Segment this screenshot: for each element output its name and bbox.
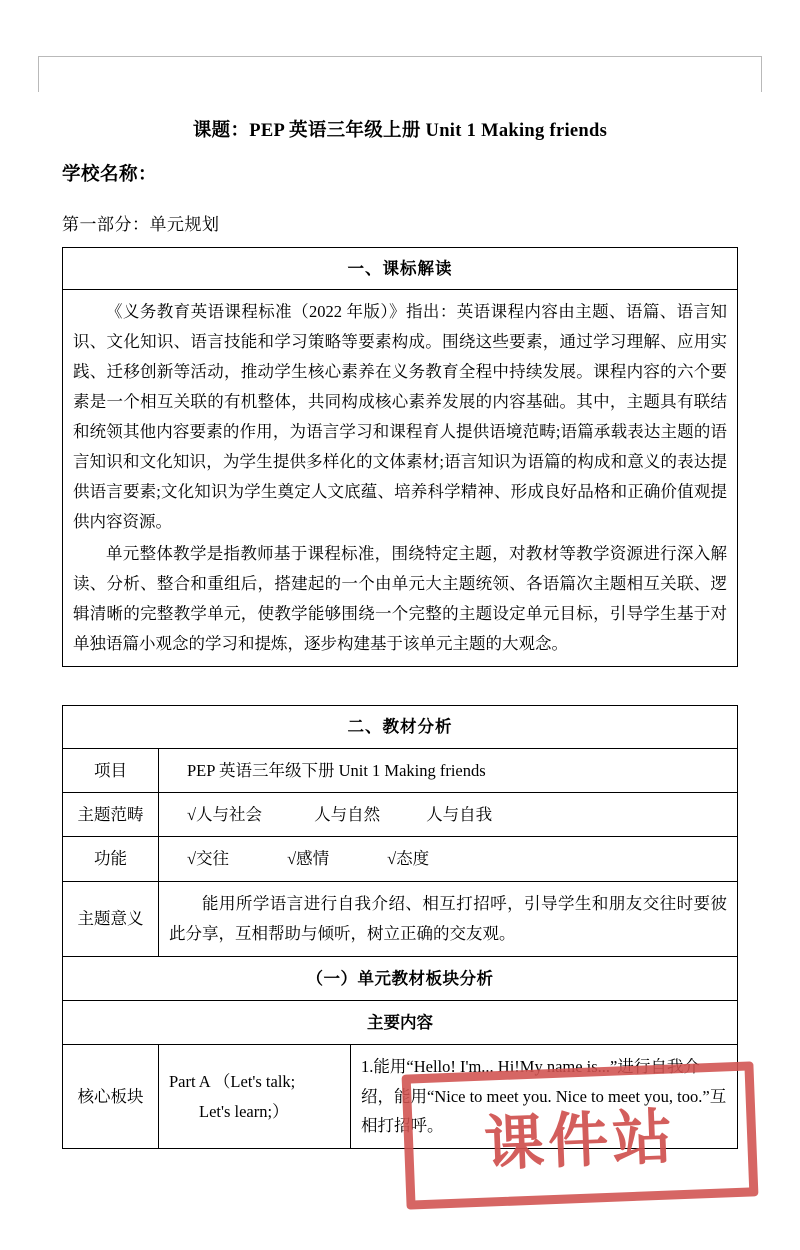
page-title: 课题：PEP 英语三年级上册 Unit 1 Making friends: [192, 121, 608, 141]
section-two-table: [62, 705, 738, 1148]
part-a-line-2: Let's learn;）: [199, 1101, 289, 1121]
theme-option-self[interactable]: 人与自我: [426, 805, 493, 825]
function-option-emotion[interactable]: √感情: [287, 849, 330, 869]
table-row: [63, 793, 738, 837]
function-label: 功能: [63, 837, 159, 881]
table-row: [63, 1045, 738, 1148]
theme-label: 主题范畴: [63, 793, 159, 837]
function-option-attitude[interactable]: √态度: [387, 849, 430, 869]
table-row: [63, 247, 738, 289]
function-option-communication[interactable]: √交往: [187, 849, 230, 869]
meaning-value: [159, 881, 738, 956]
table-row: [63, 881, 738, 956]
part-a-line-1: Part A （Let's talk;: [169, 1072, 296, 1092]
part-a-label: [159, 1045, 351, 1148]
table-row: [63, 290, 738, 667]
core-module-label: 核心板块: [63, 1045, 159, 1148]
main-content-heading: 主要内容: [63, 1001, 738, 1045]
section-spacer: [62, 667, 738, 705]
part-one-heading: 第一部分：单元规划: [62, 214, 220, 234]
school-name-label: 学校名称：: [62, 164, 158, 185]
item-label: 项目: [63, 748, 159, 792]
meaning-label: 主题意义: [63, 881, 159, 956]
paragraph: 能用所学语言进行自我介绍、相互打招呼，引导学生和朋友交往时要彼此分享，互相帮助与倾听，树立正确的交友观。: [169, 893, 727, 943]
table-row: [63, 956, 738, 1000]
paragraph: 单元整体教学是指教师基于课程标准，围绕特定主题，对教材等教学资源进行深入解读、分析、整合和重组后，搭建起的一个由单元大主题统领、各语篇次主题相互关联、逻辑清晰的完整教学单元，使教学能够围绕一个完整的主题设定单元目标，引导学生基于对单独语篇小观念的学习和提炼，逐步构建基于该单元主题的大观念。: [73, 544, 727, 654]
section-two-heading: 二、教材分析: [63, 706, 738, 748]
crop-mark-left: [38, 56, 39, 92]
paragraph: 《义务教育英语课程标准（2022 年版）》指出：英语课程内容由主题、语篇、语言知识、文化知识、语言技能和学习策略等要素构成。围绕这些要素，通过学习理解、应用实践、迁移创新等活动，推动学生核心素养在义务教育全程中持续发展。课程内容的六个要素是一个相互关联的有机整体，共同构成核心素养发展的内容基础。其中，主题具有联结和统领其他内容要素的作用，为语言学习和课程育人提供语境范畴;语篇承载表达主题的语言知识和文化知识，为学生提供多样化的文体素材;语言知识为语篇的构成和意义的表达提供语言要素;文化知识为学生奠定人文底蕴、培养科学精神、形成良好品格和正确价值观提供内容资源。: [73, 302, 727, 532]
crop-mark-right: [761, 56, 762, 92]
table-row: [63, 748, 738, 792]
stamp-label: 课件站: [482, 1101, 678, 1180]
section-one-heading: 一、课标解读: [63, 247, 738, 289]
module-analysis-heading: （一）单元教材板块分析: [63, 956, 738, 1000]
theme-option-society[interactable]: √人与社会: [187, 805, 263, 825]
section-one-body: [63, 290, 738, 667]
item-value: PEP 英语三年级下册 Unit 1 Making friends: [159, 748, 738, 792]
section-one-table: [62, 247, 738, 668]
document-body: [62, 118, 738, 1149]
function-options: [159, 837, 738, 881]
part-a-content: 1.能用“Hello! I'm... Hi!My name is...”进行自我介绍，能用“Nice to meet you. Nice to meet you, too.”互相打招呼。: [351, 1045, 738, 1148]
table-row: [63, 837, 738, 881]
page-margin-rule: [38, 56, 762, 57]
theme-option-nature[interactable]: 人与自然: [314, 805, 381, 825]
table-row: [63, 706, 738, 748]
table-row: [63, 1001, 738, 1045]
theme-options: [159, 793, 738, 837]
